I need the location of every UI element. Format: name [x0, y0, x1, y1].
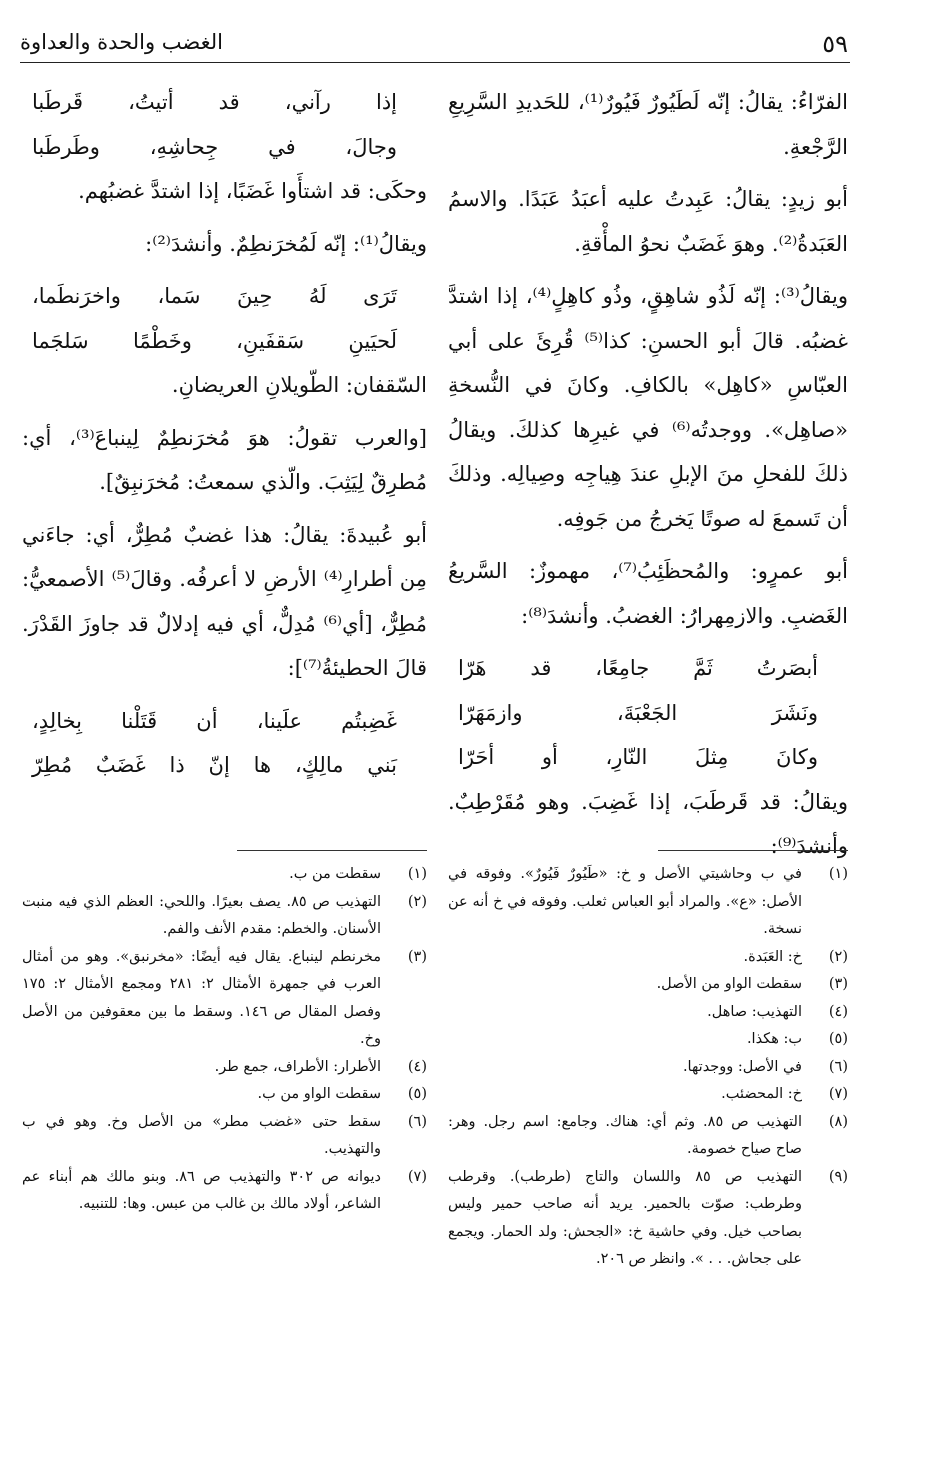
- paragraph: ويقالُ: قد قَرطَبَ، إذا غَضِبَ. وهو مُقَرْطِبٌ. وأنشدَ⁽⁹⁾:: [448, 789, 848, 858]
- footnote-text: الأطرار: الأطراف، جمع طر.: [214, 1058, 381, 1075]
- footnotes-right: [448, 850, 848, 1274]
- footnote-text: التهذيب ص ٨٥. وثم أي: هناك. وجامع: اسم رجل. وهر: صاح صياح خصومة.: [448, 1113, 803, 1157]
- footnote-number: (٥): [828, 1031, 848, 1047]
- verse-block: [22, 274, 427, 363]
- right-column: [448, 80, 848, 877]
- footnote-text: سقطت الواو من ب.: [257, 1086, 381, 1102]
- verse-line: أبصَرتُ ثَمَّ جامِعًا، قد هَرّا: [458, 656, 818, 680]
- footnote-number: (٤): [407, 1058, 427, 1075]
- footnote-rule: [237, 850, 427, 851]
- footnote: [22, 1109, 427, 1164]
- paragraph: أبو عُبيدةَ: يقالُ: هذا غضبٌ مُطِرٌّ، أي: جاءَني مِن أطرارِ⁽⁴⁾ الأرضِ لا أعرفُه. وقالَ⁽⁵⁾ الأصمعيُّ: مُطِرٌّ، [أي⁽⁶⁾ مُدِلٌّ، أي فيه إدلالٌ قد جاوزَ القَدْرَ. قالَ الحطيئةُ⁽⁷⁾]:: [22, 522, 427, 680]
- footnote-number: (٧): [828, 1086, 848, 1102]
- verse-line: غَضِبتُم علَينا، أن قَتَلْنا بِخالِدٍ،: [32, 708, 397, 733]
- left-column: [22, 80, 427, 788]
- verse-line: لَحيَينِ سَقفَينِ، وخَطْمًا سَلجَما: [32, 328, 397, 353]
- footnote-text: سقط حتى «غضب مطر» من الأصل وخ. وهو في ب والتهذيب.: [22, 1113, 381, 1157]
- paragraph: وحكَى: قد اشتأَوا غَضَبًا، إذا اشتدَّ غضبُهم.: [78, 179, 427, 203]
- footnote-number: (٩): [828, 1168, 848, 1185]
- footnote: [22, 944, 427, 1054]
- footnote: [22, 889, 427, 944]
- footnotes-left: [22, 850, 427, 1219]
- paragraph: [والعرب تقولُ: هوَ مُخرَنطِمٌ لِينباعَ⁽³⁾، أي: مُطرِقٌ لِيَثِبَ. والّذي سمعتُ: مُخرَنبِقٌ].: [22, 425, 427, 494]
- verse-line: إذا رآني، قد أتيتُ، قَرطَبا: [32, 90, 397, 114]
- footnote-number: (٤): [828, 1003, 848, 1020]
- footnote: [22, 1081, 427, 1109]
- footnote-text: في الأصل: ووجدتها.: [682, 1058, 802, 1075]
- verse-line: وجالَ، في جِحاشِهِ، وطَرطَبا: [32, 134, 397, 159]
- footnote: [22, 1164, 427, 1219]
- paragraph: ويقالُ⁽¹⁾: إنّه لَمُخرَنطِمٌ. وأنشدَ⁽²⁾:: [145, 231, 427, 256]
- verse-line: تَرَى لَهُ حِينَ سَما، واخرَنطَما،: [32, 284, 397, 308]
- verse-line: وكانَ مِثلَ النّارِ، أو أحَرّا: [458, 745, 818, 769]
- footnote: [448, 999, 848, 1027]
- footnote-number: (٢): [828, 948, 848, 965]
- footnote-number: (٢): [407, 893, 427, 910]
- footnote: [448, 1109, 848, 1164]
- paragraph: أبو زيدٍ: يقالُ: عَبِدتُ عليه أعبَدُ عَبَدًا. والاسمُ العَبَدةُ⁽²⁾. وهوَ غَضَبٌ نحوُ المأْقةِ.: [448, 187, 848, 256]
- footnote-text: خ: العَبَدة.: [743, 948, 802, 965]
- paragraph: أبو عمرٍو: والمُحظَئِبُ⁽⁷⁾، مهموزٌ: السَّريعُ الغَضبِ. والازمِهرارُ: الغضبُ. وأنشدَ⁽⁸⁾:: [448, 559, 848, 628]
- footnote-number: (١): [828, 866, 848, 882]
- footnote-number: (٨): [828, 1113, 848, 1130]
- footnote-number: (١): [407, 866, 427, 882]
- footnote: [22, 1054, 427, 1082]
- footnote: [448, 1164, 848, 1274]
- footnote: [448, 1026, 848, 1054]
- verse-line: ونَشَرَ الجَعْبَةَ، وازمَهَرّا: [458, 700, 818, 725]
- footnote-text: سقطت الواو من الأصل.: [656, 976, 802, 992]
- footnote: [22, 861, 427, 889]
- footnote-rule: [658, 850, 848, 851]
- footnote: [448, 861, 848, 944]
- paragraph: السّقفان: الطّويلانِ العريضانِ.: [171, 373, 427, 397]
- paragraph: ويقالُ⁽³⁾: إنّه لَذُو شاهِقٍ، وذُو كاهِلٍ⁽⁴⁾، إذا اشتدَّ غضبُه. قالَ أبو الحسنِ: كذا⁽⁵⁾ قُرِئَ على أبي العبّاسِ «كاهِل» بالكافِ. وكانَ في النُّسخةِ «صاهِل». ووجدتُه⁽⁶⁾ في غيرِها كذلكَ. ويقالُ ذلكَ للفحلِ منَ الإبلِ عندَ هِياجِه وصِيالِه. وذلكَ أن تَسمعَ له صوتًا يَخرجُ من جَوفِه.: [448, 284, 849, 531]
- footnote-number: (٥): [407, 1086, 427, 1102]
- verse-block: [448, 646, 848, 780]
- running-title: الغضب والحدة والعداوة: [20, 30, 224, 54]
- verse-block: [22, 699, 427, 788]
- footnote-text: التهذيب ص ٨٥. يصف بعيرًا. واللحي: العظم الذي فيه منبت الأسنان. والخطم: مقدم الأنف والفم.: [22, 893, 381, 937]
- footnote-text: سقطت من ب.: [289, 866, 381, 882]
- footnote: [448, 971, 848, 999]
- footnote-text: في ب وحاشيتي الأصل و خ: «طَيُورٌ فَيُورٌ». وفوقه في الأصل: «ع». والمراد أبو العباس ثعلب. وفوقه في خ أنه عن نسخة.: [448, 866, 802, 937]
- footnote-number: (٣): [828, 976, 848, 992]
- footnote-number: (٦): [828, 1058, 848, 1075]
- footnote-text: خ: المحضئب.: [721, 1086, 802, 1102]
- verse-line: بَني مالِكٍ، ها إنّ ذا غَضَبٌ مُطِرّ: [32, 753, 397, 777]
- footnote-number: (٧): [407, 1168, 427, 1185]
- footnote-number: (٦): [407, 1113, 427, 1130]
- footnote-text: التهذيب ص ٨٥ واللسان والتاج (طرطب). وقرطب وطرطب: صوّت بالحمير. يريد أنه صاحب حمير وليس بصاحب خيل. وفي حاشية خ: «الجحش: ولد الحمار. ويجمع على جحاش. . . ». وانظر ص ٢٠٦.: [448, 1168, 802, 1267]
- footnote: [448, 944, 848, 972]
- footnote-text: مخرنطم لينباع. يقال فيه أيضًا: «مخرنبق». وهو من أمثال العرب في جمهرة الأمثال ٢: ٢٨١ ومجمع الأمثال ٢: ١٧٥ وفصل المقال ص ١٤٦. وسقط ما بين معقوفين من الأصل وخ.: [22, 948, 382, 1047]
- paragraph: الفرّاءُ: يقالُ: إنّه لَطَيُورٌ فَيُورٌ⁽¹⁾، للحَديدِ السَّرِيعِ الرَّجْعةِ.: [448, 90, 848, 159]
- footnote: [448, 1054, 848, 1082]
- page-number: ٥٩: [822, 30, 848, 58]
- footnote-text: ب: هكذا.: [746, 1031, 802, 1047]
- page-header: [20, 30, 848, 66]
- footnote-text: ديوانه ص ٣٠٢ والتهذيب ص ٨٦. وبنو مالك هم أبناء عم الشاعر، أولاد مالك بن غالب من عبس. وها: للتنبيه.: [22, 1168, 381, 1212]
- header-rule: [20, 62, 850, 63]
- footnote-text: التهذيب: صاهل.: [707, 1003, 802, 1020]
- footnote-number: (٣): [407, 948, 427, 965]
- verse-block: [22, 80, 427, 169]
- footnote: [448, 1081, 848, 1109]
